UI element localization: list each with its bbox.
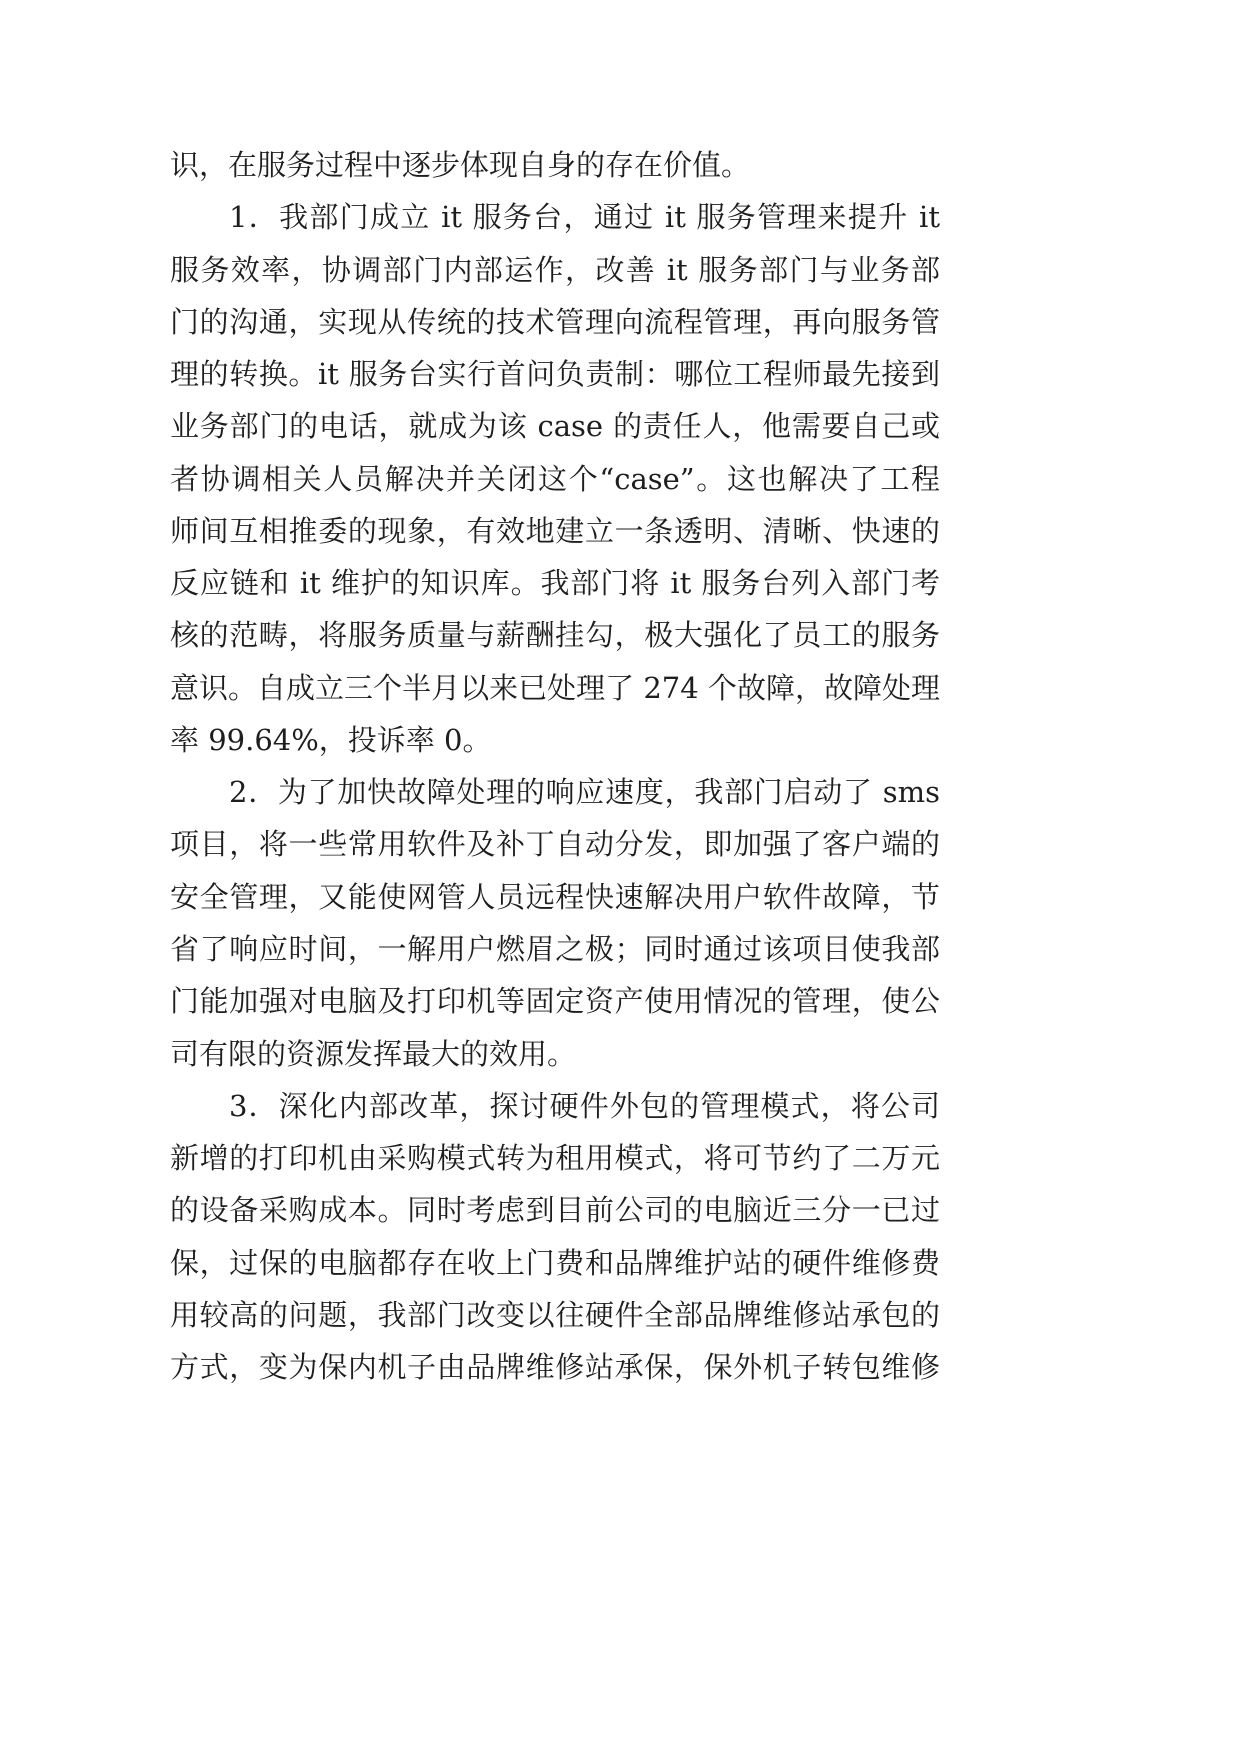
paragraph-item-2 [170,766,940,1080]
text-line: 方式，变为保内机子由品牌维修站承保，保外机子转包维修 [170,1350,940,1385]
text-line: 率 99.64%，投诉率 0。 [170,722,492,757]
text-line: 核的范畴，将服务质量与薪酬挂勾，极大强化了员工的服务 [170,618,940,653]
paragraph-item-1 [170,191,940,766]
text-line: 司有限的资源发挥最大的效用。 [170,1036,577,1071]
text-line: 业务部门的电话，就成为该 case 的责任人，他需要自己或 [170,409,940,444]
text-line: 理的转换。it 服务台实行首问负责制：哪位工程师最先接到 [170,357,940,392]
body-text [170,139,940,1393]
paragraph-continuation [170,139,940,191]
text-line: 师间互相推委的现象，有效地建立一条透明、清晰、快速的 [170,513,940,548]
text-line: 门能加强对电脑及打印机等固定资产使用情况的管理，使公 [170,984,940,1019]
text-line: 意识。自成立三个半月以来已处理了 274 个故障，故障处理 [170,670,940,705]
text-line: 用较高的问题，我部门改变以往硬件全部品牌维修站承包的 [170,1297,940,1332]
text-line: 安全管理，又能使网管人员远程快速解决用户软件故障，节 [170,879,940,914]
text-line: 保，过保的电脑都存在收上门费和品牌维护站的硬件维修费 [170,1245,940,1280]
text-line: 者协调相关人员解决并关闭这个“case”。这也解决了工程 [170,461,940,496]
text-line: 识，在服务过程中逐步体现自身的存在价值。 [170,148,751,182]
text-line: 1．我部门成立 it 服务台，通过 it 服务管理来提升 it [229,200,940,235]
text-line: 的设备采购成本。同时考虑到目前公司的电脑近三分一已过 [170,1193,940,1228]
text-line: 服务效率，协调部门内部运作，改善 it 服务部门与业务部 [170,252,940,287]
text-line: 省了响应时间，一解用户燃眉之极；同时通过该项目使我部 [170,931,940,966]
paragraph-item-3 [170,1080,940,1394]
text-line: 门的沟通，实现从传统的技术管理向流程管理，再向服务管 [170,304,940,339]
text-line: 2．为了加快故障处理的响应速度，我部门启动了 sms [229,775,940,810]
text-line: 3．深化内部改革，探讨硬件外包的管理模式，将公司 [229,1088,940,1123]
text-line: 新增的打印机由采购模式转为租用模式，将可节约了二万元 [170,1141,940,1176]
text-line: 反应链和 it 维护的知识库。我部门将 it 服务台列入部门考 [170,566,940,601]
text-line: 项目，将一些常用软件及补丁自动分发，即加强了客户端的 [170,827,940,862]
